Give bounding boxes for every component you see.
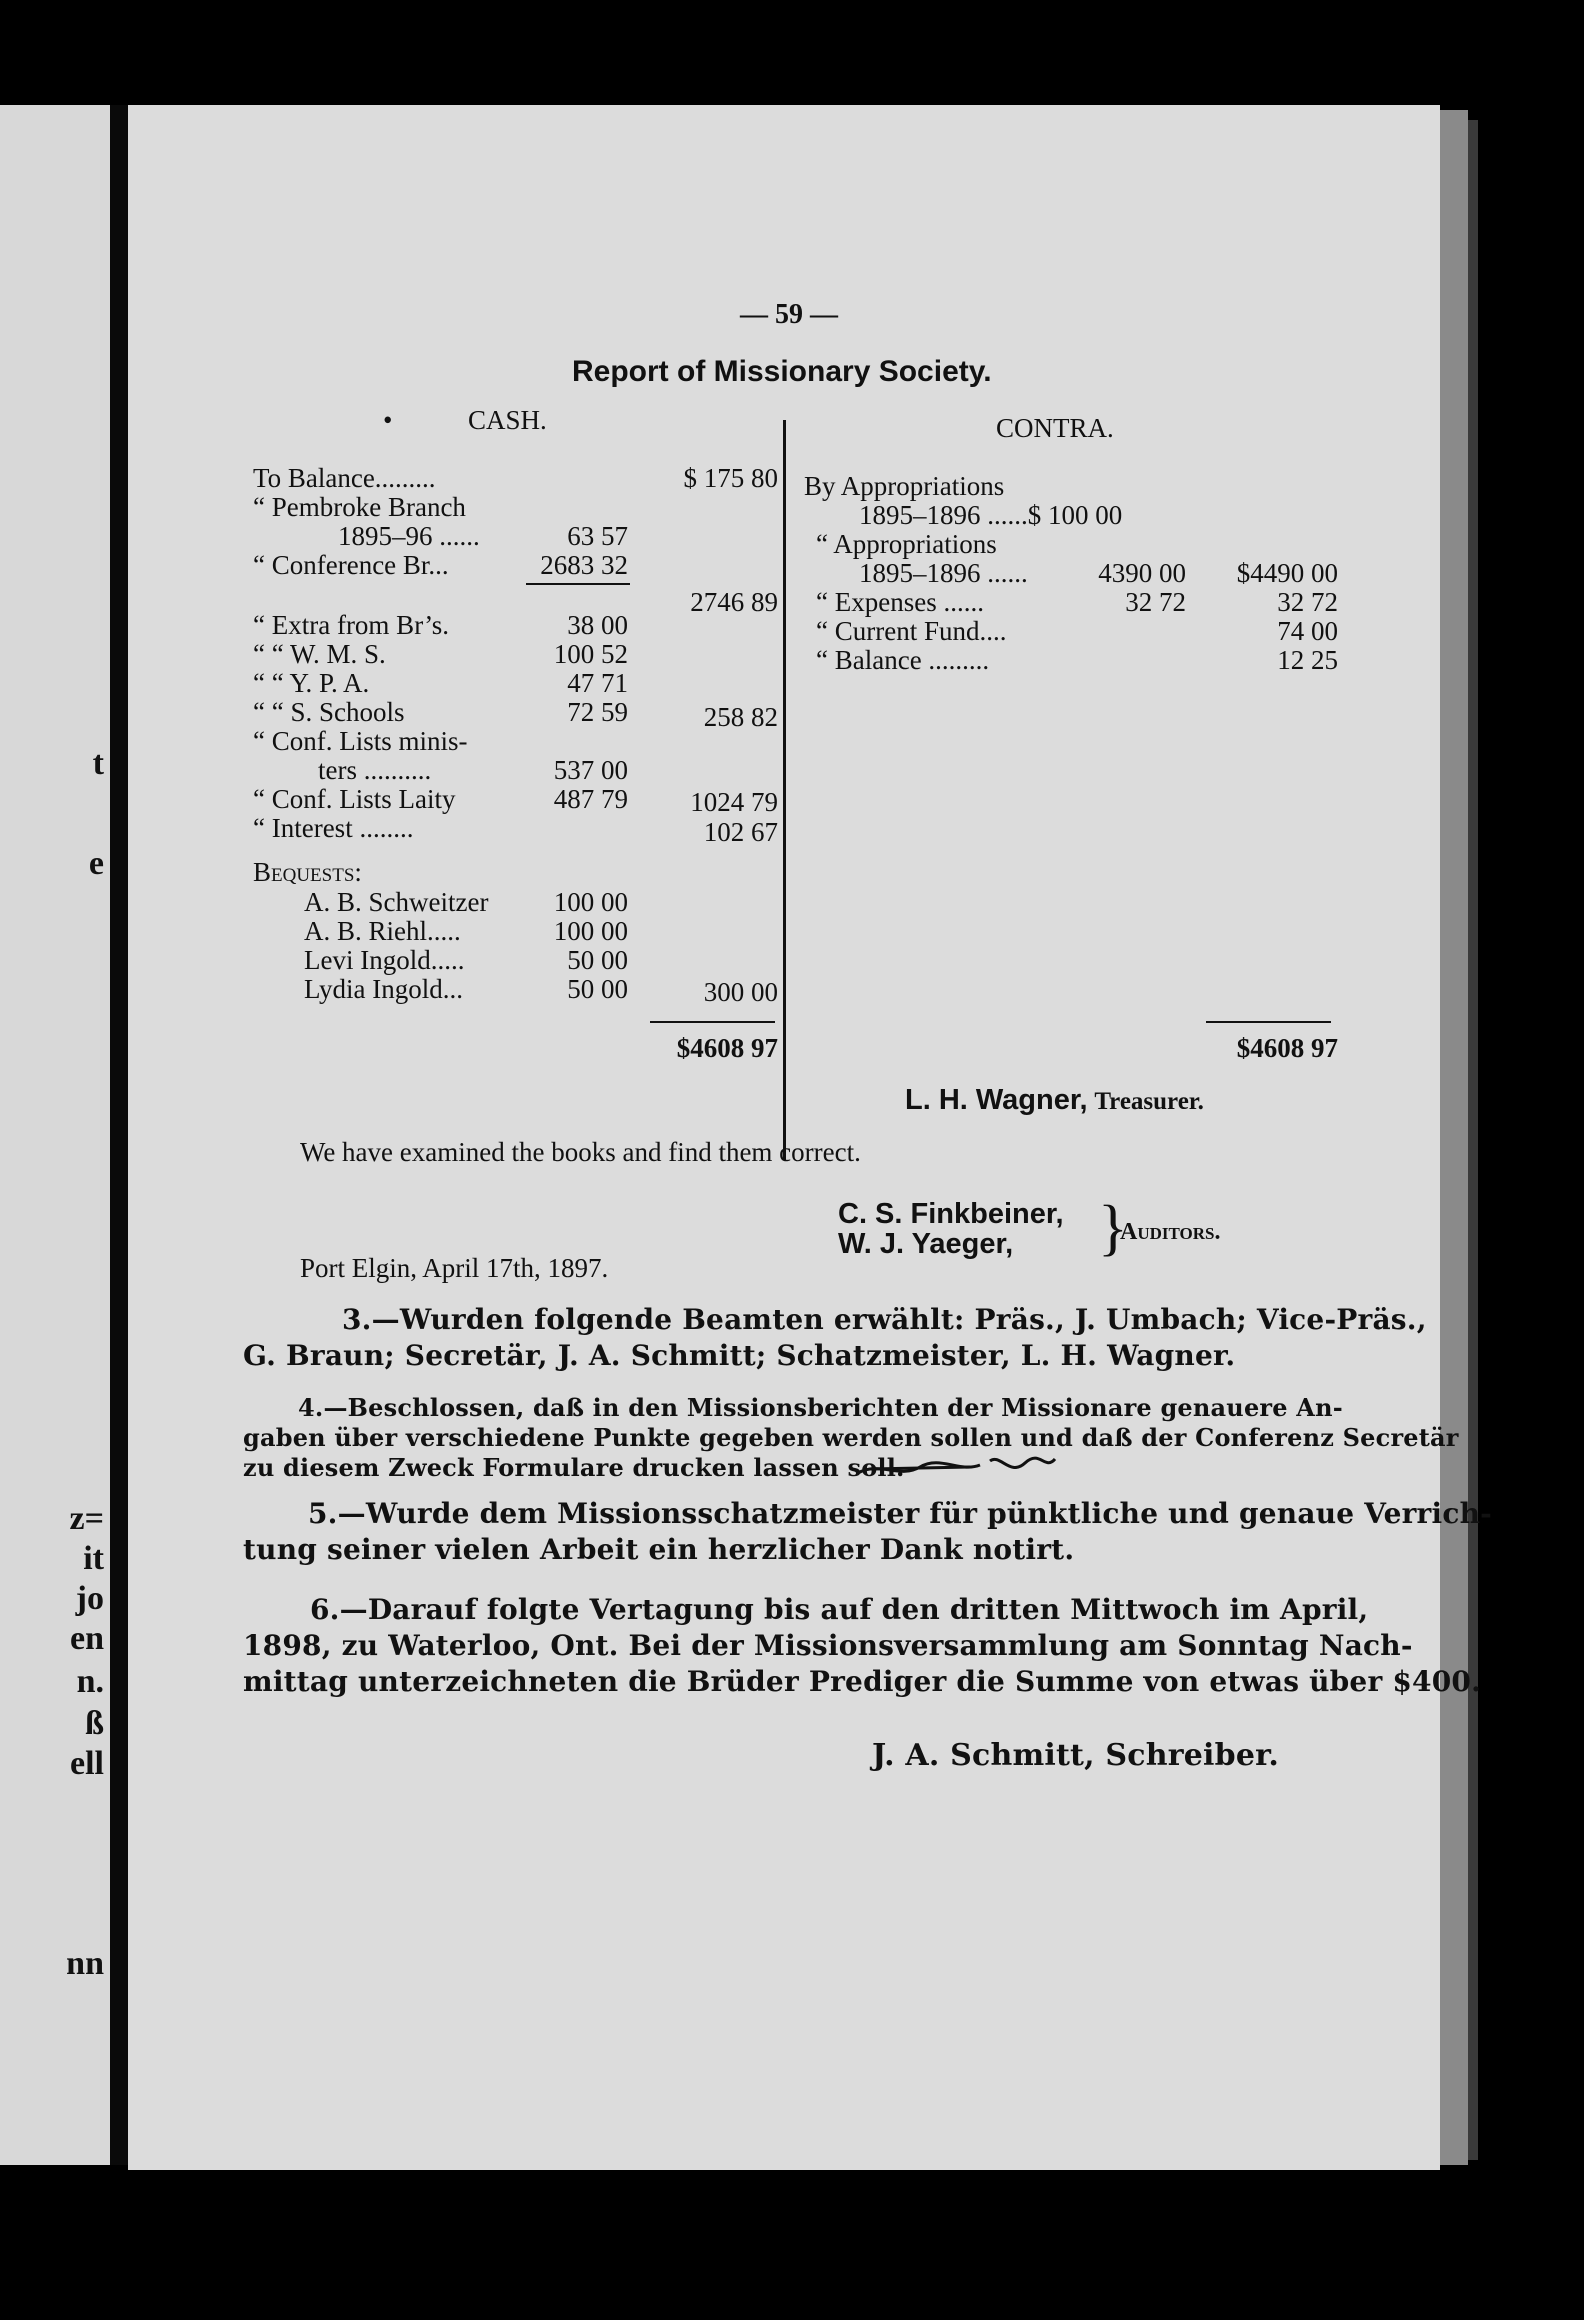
treasurer-name: L. H. Wagner,: [905, 1084, 1088, 1116]
contra-total: $4608 97: [1236, 1033, 1338, 1063]
ledger-subamount: 47 71: [567, 668, 628, 698]
ledger-subamount: 537 00: [553, 755, 628, 785]
ledger-label: 1895–1896 ......: [859, 558, 1028, 588]
ledger-total: 32 72: [1277, 587, 1338, 617]
bequests-heading: Bequests:: [253, 857, 362, 887]
document-page: [128, 105, 1492, 2170]
minutes-paragraph-4: zu diesem Zweck Formulare drucken lassen soll.: [243, 1453, 905, 1482]
contra-heading: CONTRA.: [996, 413, 1114, 443]
ledger-label: “ “ Y. P. A.: [253, 668, 370, 698]
ledger-total: 300 00: [703, 977, 778, 1007]
ledger-label: ters ..........: [318, 755, 432, 785]
ledger-label: “ Conference Br...: [253, 550, 449, 580]
column-divider: [783, 420, 786, 1160]
ledger-label: “ Pembroke Branch: [253, 492, 466, 522]
page-number: — 59 —: [740, 299, 838, 330]
ledger-label: “ “ W. M. S.: [253, 639, 386, 669]
ledger-label: “ Balance .........: [816, 645, 990, 675]
adjacent-page-fragment: ß: [85, 1705, 104, 1742]
ledger-total: 102 67: [703, 817, 778, 847]
minutes-paragraph-6: mittag unterzeichneten die Brüder Prediger die Summe von etwas über $400.: [243, 1665, 1482, 1698]
page-edge-shadow: [1468, 120, 1478, 2160]
adjacent-page-strip: [0, 105, 110, 2165]
ledger-label: “ Appropriations: [816, 529, 997, 559]
page-edge: [1440, 110, 1468, 2165]
ledger-label: To Balance.........: [253, 463, 436, 493]
adjacent-page-fragment: n.: [76, 1663, 104, 1700]
minutes-paragraph-6: 1898, zu Waterloo, Ont. Bei der Missionsversammlung am Sonntag Nach-: [243, 1629, 1413, 1662]
ledger-total: $ 175 80: [683, 463, 778, 493]
ledger-subamount: 32 72: [1125, 587, 1186, 617]
ledger-subamount: 4390 00: [1098, 558, 1186, 588]
adjacent-page-fragment: t: [92, 745, 104, 782]
auditor-name: W. J. Yaeger,: [838, 1228, 1014, 1260]
bullet-mark: •: [383, 405, 393, 435]
ledger-total: $4490 00: [1236, 558, 1338, 588]
bequest-label: Levi Ingold.....: [304, 945, 465, 975]
auditors-brace: }: [1098, 1194, 1128, 1262]
adjacent-page-fragment: nn: [66, 1945, 104, 1982]
adjacent-page-fragment: it: [83, 1540, 104, 1577]
ledger-label: By Appropriations: [804, 471, 1005, 501]
total-rule: [1206, 1021, 1331, 1023]
bequest-label: A. B. Schweitzer: [304, 887, 489, 917]
secretary-signature: J. A. Schmitt, Schreiber.: [872, 1738, 1279, 1773]
ledger-total: 2746 89: [690, 587, 778, 617]
bequest-label: A. B. Riehl.....: [304, 916, 461, 946]
bequest-amount: 50 00: [567, 945, 628, 975]
ledger-subamount: 487 79: [553, 784, 628, 814]
ledger-subamount: 38 00: [567, 610, 628, 640]
total-rule: [650, 1021, 775, 1023]
ledger-total: 74 00: [1277, 616, 1338, 646]
ledger-subamount: 100 52: [553, 639, 628, 669]
ledger-label: “ “ S. Schools: [253, 697, 405, 727]
ledger-label: 1895–1896 ......$ 100 00: [859, 500, 1123, 530]
auditor-name: C. S. Finkbeiner,: [838, 1198, 1064, 1230]
ledger-label: “ Extra from Br’s.: [253, 610, 449, 640]
ledger-subamount: 72 59: [567, 697, 628, 727]
minutes-paragraph-3: 3.—Wurden folgende Beamten erwählt: Präs., J. Umbach; Vice-Präs.,: [342, 1303, 1427, 1336]
auditors-label: Auditors.: [1120, 1219, 1221, 1245]
minutes-paragraph-3: G. Braun; Secretär, J. A. Schmitt; Schatzmeister, L. H. Wagner.: [243, 1339, 1236, 1372]
adjacent-page-fragment: e: [88, 845, 104, 882]
ledger-total: 1024 79: [690, 787, 778, 817]
ledger-label: “ Expenses ......: [816, 587, 984, 617]
bequest-amount: 50 00: [567, 974, 628, 1004]
adjacent-page-fragment: jo: [75, 1580, 104, 1617]
minutes-paragraph-4: gaben über verschiedene Punkte gegeben werden sollen und daß der Conferenz Secretär: [243, 1423, 1459, 1452]
ledger-label: 1895–96 ......: [338, 521, 480, 551]
ledger-label: “ Conf. Lists Laity: [253, 784, 456, 814]
cash-heading: CASH.: [468, 405, 547, 435]
place-date: Port Elgin, April 17th, 1897.: [300, 1253, 609, 1283]
ledger-label: “ Interest ........: [253, 813, 414, 843]
adjacent-page-fragment: z=: [69, 1500, 104, 1537]
page-title: Report of Missionary Society.: [572, 355, 992, 388]
minutes-paragraph-6: 6.—Darauf folgte Vertagung bis auf den dritten Mittwoch im April,: [310, 1593, 1369, 1626]
handwritten-annotation: [850, 1443, 1060, 1493]
ledger-subamount: 63 57: [567, 521, 628, 551]
bequest-amount: 100 00: [553, 887, 628, 917]
minutes-paragraph-4: 4.—Beschlossen, daß in den Missionsberichten der Missionare genauere An-: [298, 1393, 1343, 1422]
cash-total: $4608 97: [676, 1033, 778, 1063]
book-gutter: [110, 105, 128, 2165]
treasurer-signature: [905, 1085, 1204, 1117]
treasurer-title: Treasurer.: [1094, 1088, 1204, 1115]
ledger-label: “ Conf. Lists minis-: [253, 726, 468, 756]
ledger-total: 12 25: [1277, 645, 1338, 675]
ledger-subamount: 2683 32: [540, 550, 628, 580]
examined-statement: We have examined the books and find them correct.: [300, 1137, 861, 1167]
ledger-label: “ Current Fund....: [816, 616, 1007, 646]
bequest-label: Lydia Ingold...: [304, 974, 463, 1004]
minutes-paragraph-5: 5.—Wurde dem Missionsschatzmeister für pünktliche und genaue Verrich-: [308, 1497, 1492, 1530]
ledger-total: 258 82: [703, 702, 778, 732]
adjacent-page-fragment: en: [70, 1620, 104, 1657]
minutes-paragraph-5: tung seiner vielen Arbeit ein herzlicher Dank notirt.: [243, 1533, 1075, 1566]
bequest-amount: 100 00: [553, 916, 628, 946]
adjacent-page-fragment: ell: [70, 1745, 104, 1782]
subtotal-rule: [526, 583, 630, 585]
